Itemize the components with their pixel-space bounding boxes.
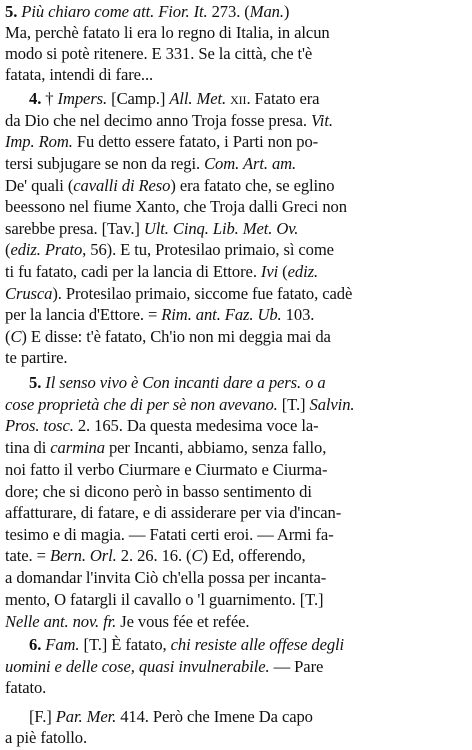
text-segment: ) E disse: t'è fatato, Ch'io non mi deggia mai da	[21, 327, 331, 346]
text-segment: xii	[226, 89, 247, 108]
text-segment: All. Met.	[169, 89, 227, 108]
text-line	[5, 346, 67, 370]
text-segment: ). Protesilao primaio, siccome fue fatato, cadè	[52, 284, 353, 303]
text-segment: [T.]	[277, 395, 310, 414]
text-segment: Man.	[249, 2, 284, 21]
text-segment: C	[10, 327, 22, 346]
text-segment: per la lancia d'Ettore. =	[5, 305, 162, 324]
text-segment: 2. 165. Da questa medesima voce la-	[73, 416, 319, 435]
text-segment: affatturare, di fatare, e di assiderare per via d'incan-	[5, 503, 342, 522]
text-segment: (	[5, 327, 11, 346]
text-segment: 273. (	[207, 2, 250, 21]
text-segment: cavalli di Reso	[73, 176, 171, 195]
text-segment: Pros. tosc.	[5, 416, 74, 435]
text-line	[5, 676, 46, 700]
text-line	[5, 588, 323, 612]
text-segment: per Incanti, abbiamo, senza fallo,	[104, 438, 327, 457]
text-segment: dore; che si dicono però in basso sentimento di	[5, 482, 312, 501]
text-segment: Più chiaro come att. Fior. It.	[21, 2, 208, 21]
text-line	[5, 260, 318, 284]
text-segment: cose proprietà che di per sè non avevano.	[5, 395, 278, 414]
text-line	[29, 633, 344, 657]
text-segment: ediz.	[287, 262, 318, 281]
text-segment: Ult. Cinq. Lib. Met. Ov.	[143, 219, 299, 238]
text-segment: mento, O fatargli il cavallo o 'l guarnimento. [T.]	[5, 590, 324, 609]
text-segment: Ma, perchè fatato li era lo regno di Italia, in alcun	[5, 23, 330, 42]
text-segment: 5.	[5, 2, 22, 21]
text-segment: Bern. Orl.	[49, 546, 117, 565]
text-segment: beessono nel fiume Xanto, che Troja dalli Greci non	[5, 197, 347, 216]
text-segment: tesimo e di magia. — Fatati certi eroi. — Armi fa-	[5, 525, 334, 544]
text-line	[5, 544, 306, 568]
text-segment: Crusca	[5, 284, 53, 303]
text-segment: Salvin.	[309, 395, 355, 414]
text-line	[5, 610, 249, 634]
text-segment: 2. 26. 16. (	[116, 546, 192, 565]
text-segment: — Pare	[269, 657, 324, 676]
text-segment: [F.]	[29, 707, 56, 726]
text-segment: noi fatto il verbo Ciurmare e Ciurmato e Ciurma-	[5, 460, 328, 479]
text-segment: Imp. Rom.	[5, 132, 73, 151]
text-segment: Vit.	[311, 111, 333, 130]
text-segment: tersi subjugare se non da regi.	[5, 154, 205, 173]
text-segment: [T.] È fatato,	[79, 635, 171, 654]
text-segment: ediz. Prato	[10, 240, 83, 259]
text-line	[5, 436, 326, 460]
text-line	[5, 655, 323, 679]
text-segment: da Dio che nel decimo anno Troja fosse presa.	[5, 111, 311, 130]
text-segment: , 56). E tu, Protesilao primaio, sì come	[82, 240, 334, 259]
text-segment: ) era fatato che, se eglino	[170, 176, 335, 195]
text-segment: †	[45, 89, 58, 108]
text-segment: carmina	[50, 438, 105, 457]
text-line	[5, 501, 341, 525]
text-segment: Nelle ant. nov. fr.	[5, 612, 117, 631]
text-segment: fatato.	[5, 678, 47, 697]
text-segment: ti fu fatato, cadi per la lancia di Ettore.	[5, 262, 261, 281]
text-segment: sarebbe presa. [Tav.]	[5, 219, 144, 238]
text-segment: a domandar l'invita Ciò ch'ella possa per incanta-	[5, 568, 327, 587]
text-segment: tate. =	[5, 546, 50, 565]
text-line	[5, 130, 318, 154]
text-segment: Par. Mer.	[55, 707, 117, 726]
text-segment: 103.	[281, 305, 315, 324]
text-segment: ) Ed, offerendo,	[202, 546, 306, 565]
text-segment: (	[5, 240, 11, 259]
text-line	[5, 238, 334, 262]
text-segment: 4.	[29, 89, 46, 108]
text-line	[29, 371, 326, 395]
text-segment: modo si potè ritenere. E 331. Se la città, che t'è	[5, 44, 313, 63]
text-line	[5, 303, 314, 327]
text-line	[5, 195, 347, 219]
text-segment: uomini e delle cose, quasi invulnerabile.	[5, 657, 270, 676]
text-segment: 414. Però che Imene Da capo	[116, 707, 313, 726]
text-segment: tina di	[5, 438, 51, 457]
text-segment: De' quali (	[5, 176, 74, 195]
text-segment: Rim. ant. Faz. Ub.	[161, 305, 282, 324]
text-segment: te partire.	[5, 348, 68, 367]
text-segment: )	[283, 2, 290, 21]
text-segment: Fu detto essere fatato, i Parti non po-	[72, 132, 319, 151]
text-segment: C	[191, 546, 203, 565]
text-segment: Impers.	[57, 89, 108, 108]
text-segment: chi resiste alle offese degli	[170, 635, 345, 654]
text-segment: Com. Art. am.	[204, 154, 297, 173]
text-segment: Fam.	[45, 635, 80, 654]
text-segment: a piè fatollo.	[5, 728, 87, 747]
text-line	[5, 566, 326, 590]
text-segment: (	[278, 262, 288, 281]
text-line	[29, 87, 319, 111]
text-segment: Je vous fée et refée.	[116, 612, 250, 631]
text-line	[5, 458, 327, 482]
text-line	[5, 152, 296, 176]
text-segment: 5.	[29, 373, 46, 392]
text-line	[5, 63, 153, 87]
text-segment: Ivi	[260, 262, 279, 281]
text-line	[5, 726, 87, 750]
text-segment: fatata, intendi di fare...	[5, 65, 154, 84]
text-segment: . Fatato era	[246, 89, 320, 108]
text-line	[5, 414, 319, 438]
text-segment: 6.	[29, 635, 46, 654]
text-segment: [Camp.]	[107, 89, 170, 108]
text-segment: Il senso vivo è Con incanti dare a pers. o a	[45, 373, 326, 392]
